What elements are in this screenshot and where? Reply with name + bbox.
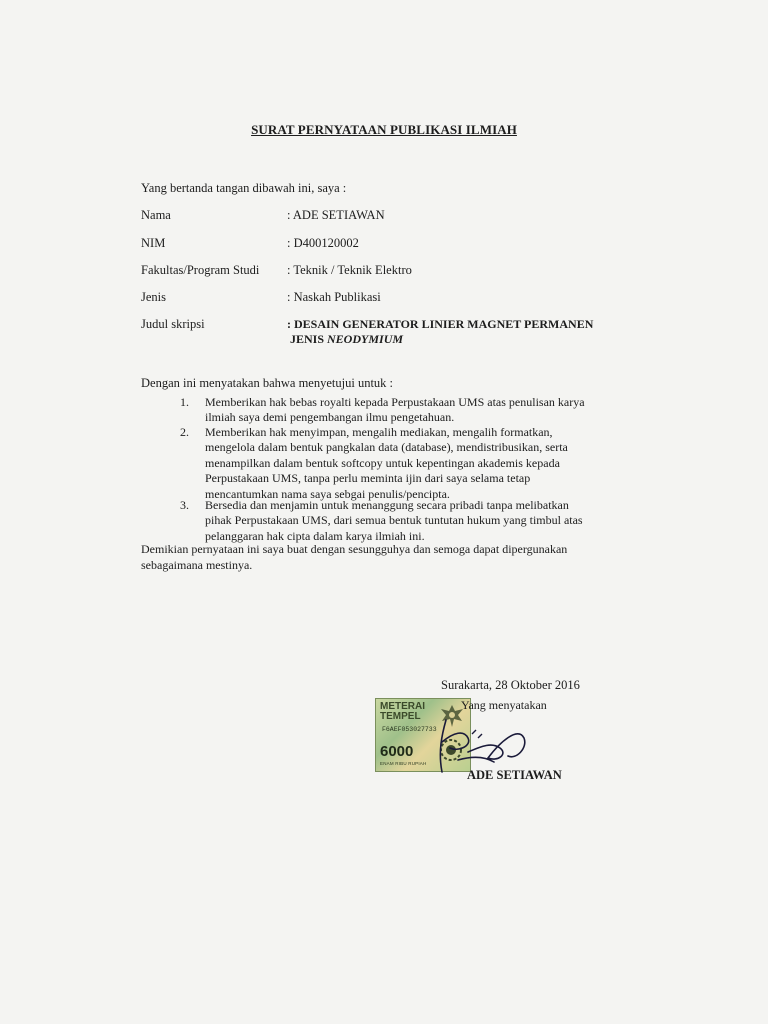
list-item-number: 2. <box>180 425 189 439</box>
list-item-body <box>205 425 605 502</box>
list-item-body <box>205 498 605 544</box>
stamp-code: F6AEF053027733 <box>382 726 437 733</box>
list-item-line: menampilkan dalam bentuk softcopy untuk kepentingan akademis kepada <box>205 455 560 470</box>
intro-text: Yang bertanda tangan dibawah ini, saya : <box>141 181 347 195</box>
list-item-body <box>205 395 605 426</box>
list-item-line: Bersedia dan menjamin untuk menanggung secara pribadi tanpa melibatkan <box>205 498 569 512</box>
closing-paragraph <box>141 542 611 574</box>
list-item-line: mencantumkan nama saya sebgai penulis/pencipta. <box>205 486 450 501</box>
stamp-label <box>380 702 425 722</box>
list-item-line: Memberikan hak bebas royalti kepada Perpustakaan UMS atas penulisan karya <box>205 395 585 409</box>
field-label-jenis: Jenis <box>141 290 166 304</box>
field-value-jenis: : Naskah Publikasi <box>287 290 381 304</box>
list-item-line: Memberikan hak menyimpan, mengalih mediakan, mengalih formatkan, <box>205 425 553 439</box>
list-item-line: mengelola dalam bentuk pangkalan data (database), mendistribusikan, serta <box>205 440 568 455</box>
document-title: SURAT PERNYATAAN PUBLIKASI ILMIAH <box>251 122 517 137</box>
field-value-judul-line2 <box>290 332 403 347</box>
field-label-nama: Nama <box>141 208 171 222</box>
field-label-fakultas: Fakultas/Program Studi <box>141 263 260 277</box>
list-item-line: Perpustakaan UMS, tanpa perlu meminta ijin dari saya selama tetap <box>205 471 531 486</box>
list-item-number: 3. <box>180 498 189 512</box>
list-item-number: 1. <box>180 395 189 409</box>
stamp-subtext: ENAM RIBU RUPIAH <box>380 761 427 766</box>
field-value-judul-line1: : DESAIN GENERATOR LINIER MAGNET PERMANEN <box>287 317 594 331</box>
statement-text: Dengan ini menyatakan bahwa menyetujui untuk : <box>141 376 394 390</box>
field-value-nim: : D400120002 <box>287 236 359 250</box>
stamp-line2: TEMPEL <box>380 711 421 722</box>
judul-line2-prefix: JENIS <box>290 332 328 346</box>
judul-line2-italic: NEODYMIUM <box>327 332 404 346</box>
field-label-nim: NIM <box>141 236 166 250</box>
field-value-nama: : ADE SETIAWAN <box>287 208 385 222</box>
list-item-line: pihak Perpustakaan UMS, dari semua bentuk tuntutan hukum yang timbul atas <box>205 513 583 528</box>
list-item-line: pelanggaran hak cipta dalam karya ilmiah ini. <box>205 528 425 543</box>
signer-name: ADE SETIAWAN <box>467 768 562 782</box>
place-date: Surakarta, 28 Oktober 2016 <box>441 678 580 692</box>
closing-line: sebagaimana mestinya. <box>141 557 253 572</box>
yang-menyatakan-text: Yang menyatakan <box>461 698 547 712</box>
stamp-line1: METERAI <box>380 701 425 712</box>
field-label-judul: Judul skripsi <box>141 317 205 331</box>
list-item-line: ilmiah saya demi pengembangan ilmu pengetahuan. <box>205 410 455 425</box>
field-value-fakultas: : Teknik / Teknik Elektro <box>287 263 412 277</box>
closing-line: Demikian pernyataan ini saya buat dengan sesungguhya dan semoga dapat dipergunakan <box>141 542 568 556</box>
stamp-amount: 6000 <box>380 743 414 760</box>
